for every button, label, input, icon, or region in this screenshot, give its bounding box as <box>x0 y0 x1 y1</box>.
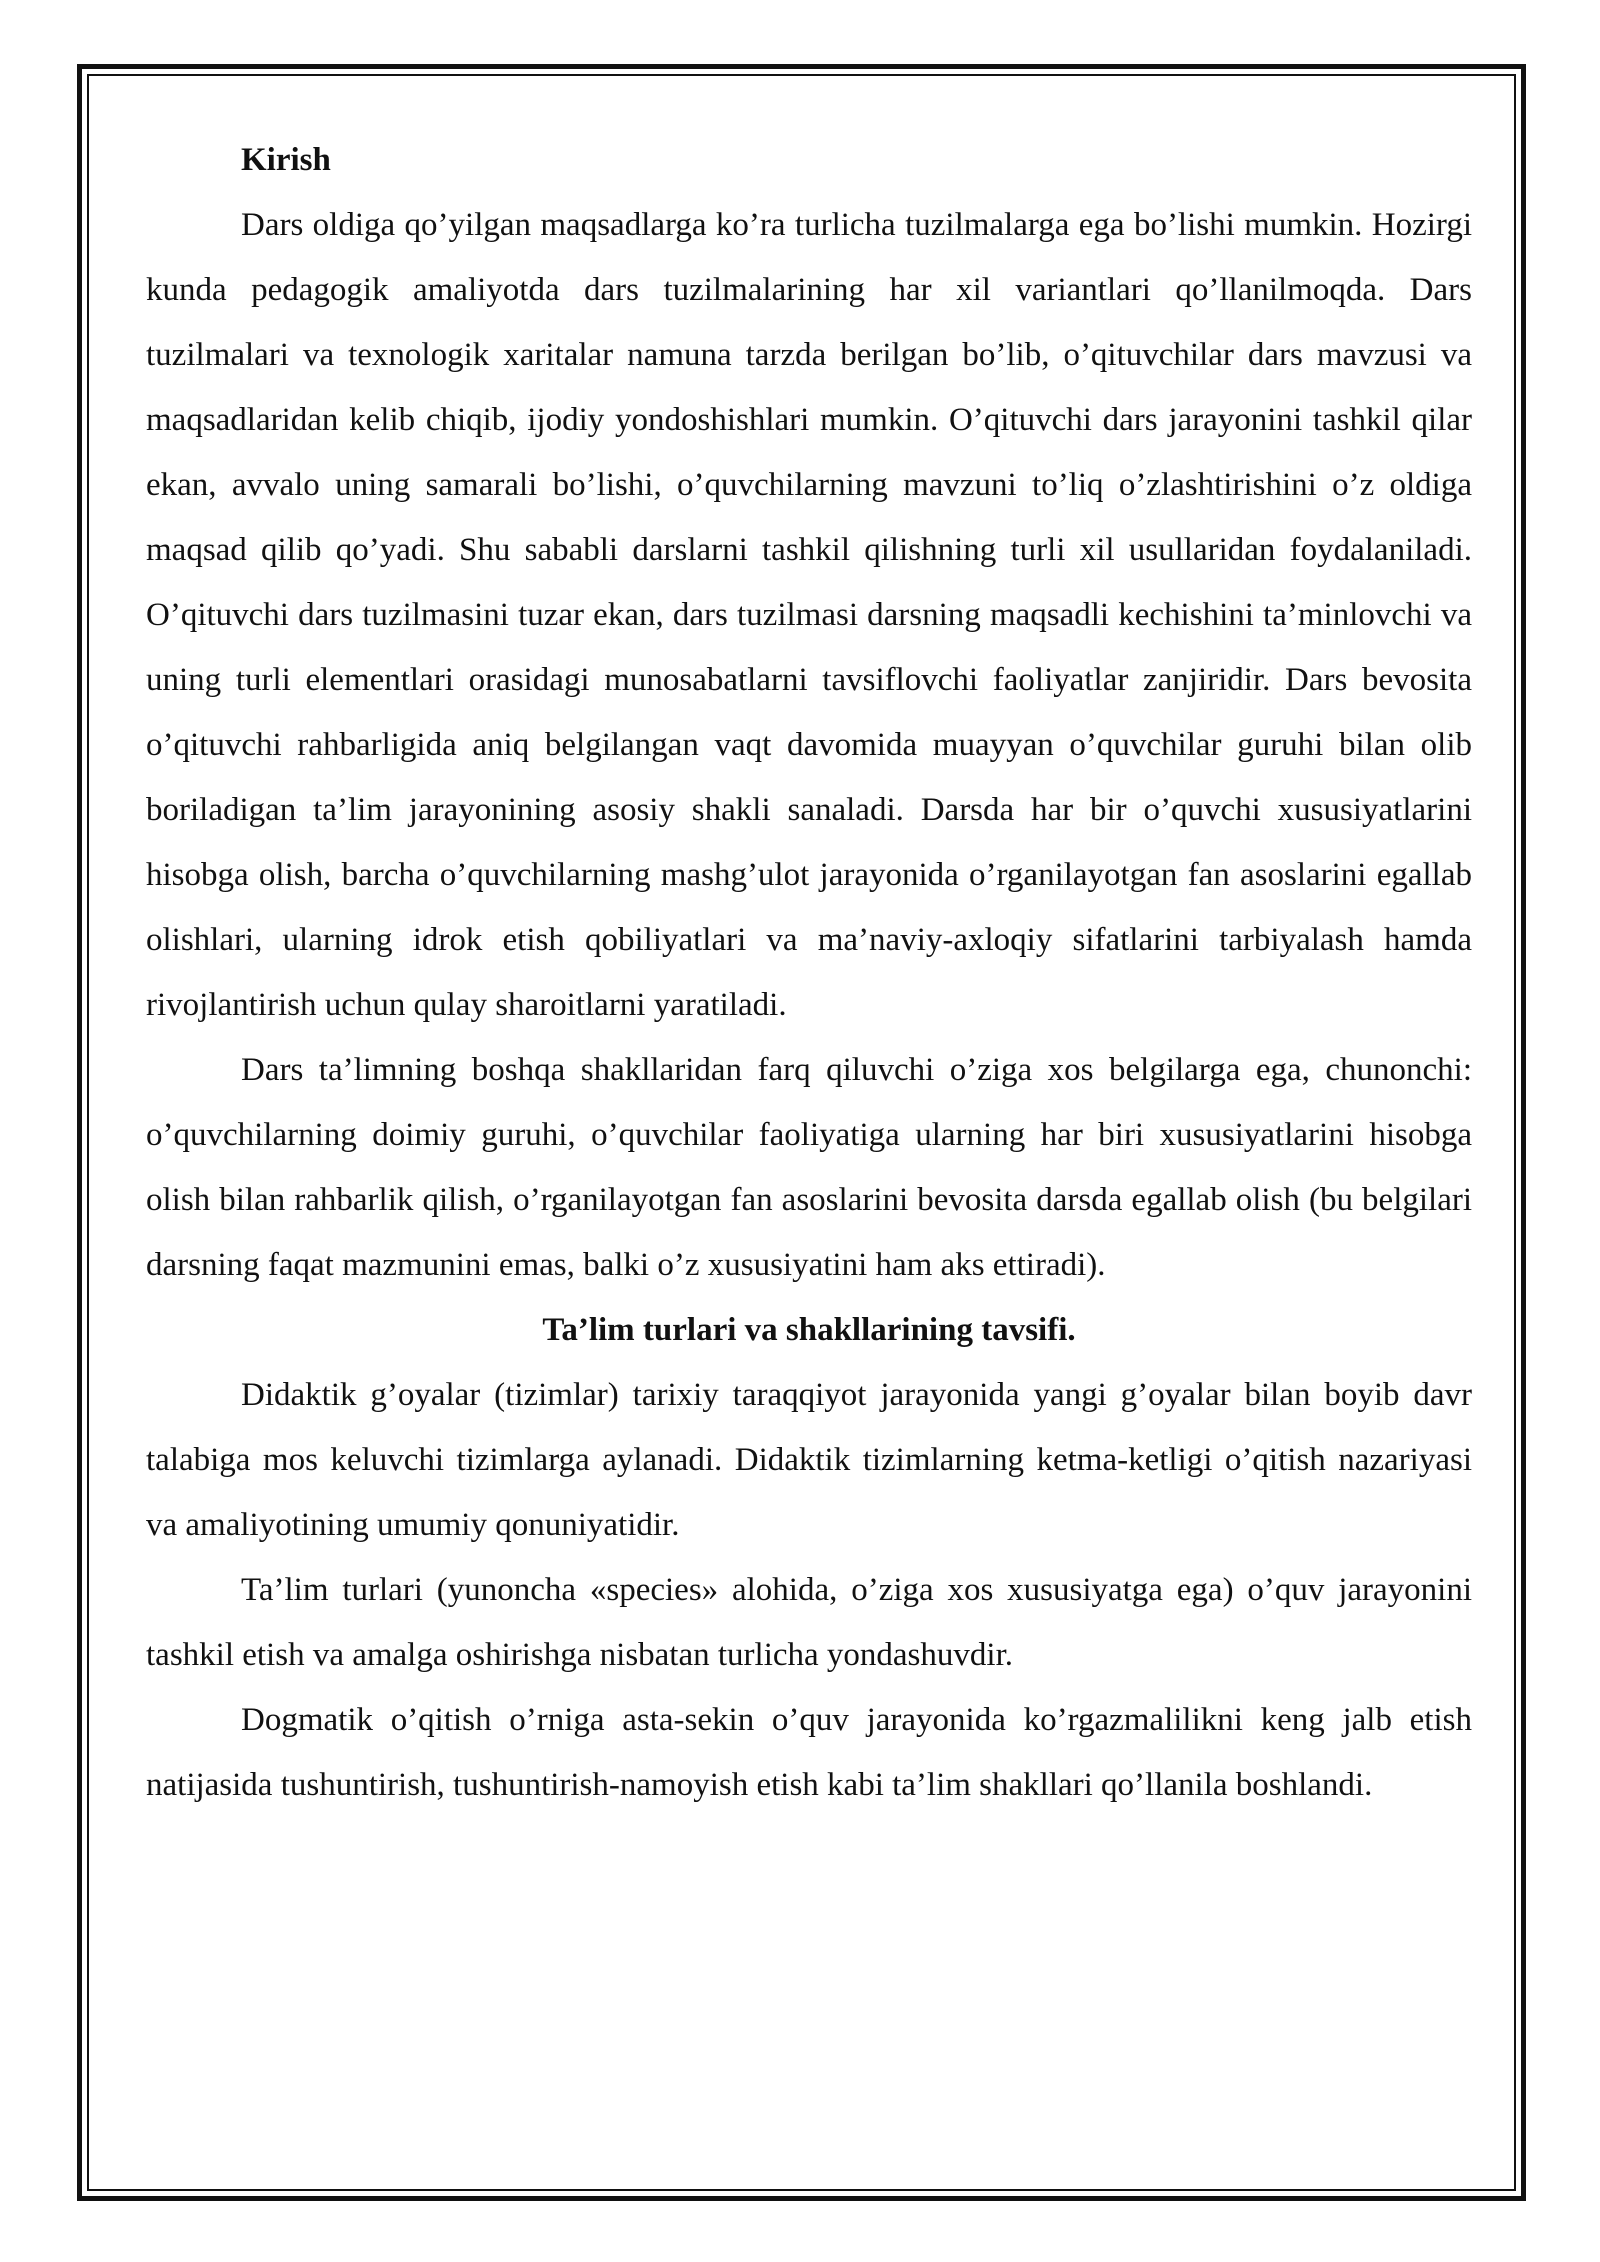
paragraph-section-2: Ta’lim turlari (yunoncha «species» alohida, o’ziga xos xususiyatga ega) o’quv jarayonini tashkil etish va amalga oshirishga nisbatan turlicha yondashuvdir. <box>146 1572 1472 1673</box>
heading-talim-turlari: Ta’lim turlari va shakllarining tavsifi. <box>542 1312 1076 1348</box>
document-body <box>146 128 1472 1818</box>
paragraph-intro-2: Dars ta’limning boshqa shakllaridan farq qiluvchi o’ziga xos belgilarga ega, chunonchi: o’quvchilarning doimiy guruhi, o’quvchilar faoliyatiga ularning har biri xususiyatlarini hisobga olish bilan rahbarlik qilish, o’rganilayotgan fan asoslarini bevosita darsda egallab olish (bu belgilari darsning faqat mazmunini emas, balki o’z xususiyatini ham aks ettiradi). <box>146 1052 1472 1283</box>
paragraph-section-1: Didaktik g’oyalar (tizimlar) tarixiy taraqqiyot jarayonida yangi g’oyalar bilan boyib davr talabiga mos keluvchi tizimlarga aylanadi. Didaktik tizimlarning ketma-ketligi o’qitish nazariyasi va amaliyotining umumiy qonuniyatidir. <box>146 1377 1472 1543</box>
paragraph-section-3: Dogmatik o’qitish o’rniga asta-sekin o’quv jarayonida ko’rgazmalilikni keng jalb etish natijasida tushuntirish, tushuntirish-namoyish etish kabi ta’lim shakllari qo’llanila boshlandi. <box>146 1702 1472 1803</box>
paragraph-intro-1: Dars oldiga qo’yilgan maqsadlarga ko’ra turlicha tuzilmalarga ega bo’lishi mumkin. Hozirgi kunda pedagogik amaliyotda dars tuzilmalarining har xil variantlari qo’llanilmoqda. Dars tuzilmalari va texnologik xaritalar namuna tarzda berilgan bo’lib, o’qituvchilar dars mavzusi va maqsadlaridan kelib chiqib, ijodiy yondoshishlari mumkin. O’qituvchi dars jarayonini tashkil qilar ekan, avvalo uning samarali bo’lishi, o’quvchilarning mavzuni to’liq o’zlashtirishini o’z oldiga maqsad qilib qo’yadi. Shu sababli darslarni tashkil qilishning turli xil usullaridan foydalaniladi. O’qituvchi dars tuzilmasini tuzar ekan, dars tuzilmasi darsning maqsadli kechishini ta’minlovchi va uning turli elementlari orasidagi munosabatlarni tavsiflovchi faoliyatlar zanjiridir. Dars bevosita o’qituvchi rahbarligida aniq belgilangan vaqt davomida muayyan o’quvchilar guruhi bilan olib boriladigan ta’lim jarayonining asosiy shakli sanaladi. Darsda har bir o’quvchi xususiyatlarini hisobga olish, barcha o’quvchilarning mashg’ulot jarayonida o’rganilayotgan fan asoslarini egallab olishlari, ularning idrok etish qobiliyatlari va ma’naviy-axloqiy sifatlarini tarbiyalash hamda rivojlantirish uchun qulay sharoitlarni yaratiladi. <box>146 207 1472 1023</box>
heading-kirish: Kirish <box>241 142 331 178</box>
